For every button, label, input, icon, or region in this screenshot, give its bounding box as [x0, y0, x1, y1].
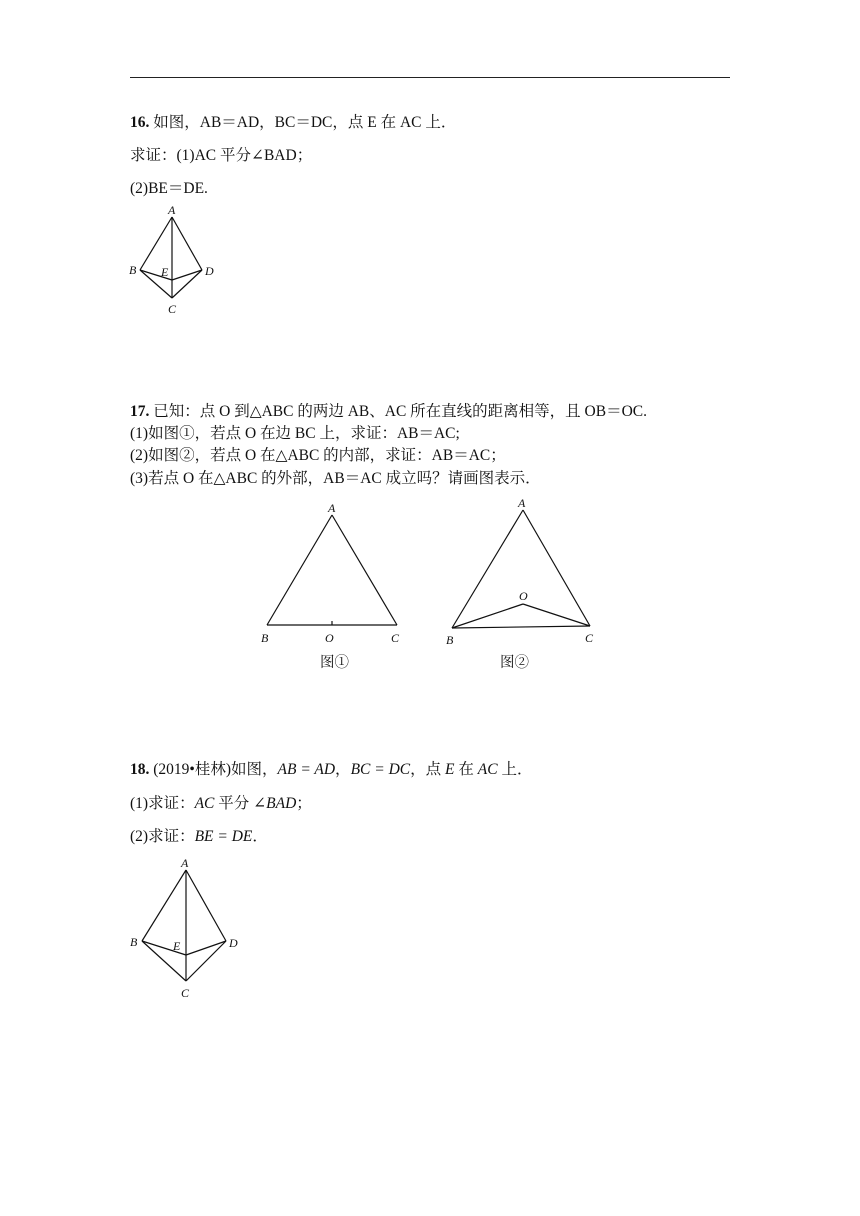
figure-2-caption: 图② — [500, 655, 529, 671]
math-angle-bad: ∠BAD — [253, 795, 297, 812]
math-ac: AC — [477, 761, 498, 778]
seg-AC — [332, 515, 397, 625]
separator: ，点 — [410, 761, 446, 778]
text-in: 在 — [454, 761, 478, 778]
problem-17-line-1 — [130, 402, 647, 422]
seg-AD — [172, 217, 202, 270]
label-D: D — [229, 936, 238, 950]
seg-DE — [186, 941, 226, 955]
label-C: C — [181, 986, 190, 1000]
seg-AB — [452, 510, 523, 628]
problem-16-line-2: 求证：(1)AC 平分∠BAD； — [130, 147, 313, 164]
math-be-de: BE = DE — [194, 828, 253, 845]
prove-label: (1)求证： — [130, 795, 195, 812]
problem-18-line-2 — [130, 794, 312, 814]
seg-AC — [523, 510, 590, 626]
seg-DC — [186, 941, 226, 981]
text-bisects: 平分 — [214, 795, 254, 812]
punctuation: ； — [296, 795, 312, 812]
problem-18-line-1 — [130, 760, 532, 780]
seg-AB — [142, 870, 186, 941]
math-ac: AC — [194, 795, 215, 812]
problem-16-line-3: (2)BE＝DE. — [130, 180, 208, 197]
problem-17-line-3: (2)如图②，若点 O 在△ABC 的内部，求证：AB＝AC； — [130, 447, 506, 464]
problem-18-figure — [125, 852, 250, 1002]
separator: ， — [335, 761, 351, 778]
math-ab-ad: AB = AD — [277, 761, 336, 778]
problem-18-line-3 — [130, 827, 268, 847]
problem-16-figure — [125, 200, 225, 318]
label-A: A — [181, 856, 189, 870]
label-C: C — [391, 631, 400, 645]
seg-DC — [172, 270, 202, 298]
punctuation: ． — [252, 828, 268, 845]
label-A: A — [518, 496, 526, 510]
label-B: B — [129, 263, 137, 277]
text-on: 上． — [497, 761, 533, 778]
label-A: A — [168, 203, 176, 217]
seg-AB — [267, 515, 332, 625]
figure-1-caption: 图① — [320, 655, 349, 671]
label-C: C — [168, 302, 177, 316]
problem-17-statement: 已知：点 O 到△ABC 的两边 AB、AC 所在直线的距离相等，且 OB＝OC. — [153, 403, 647, 420]
seg-BC — [452, 626, 590, 628]
seg-AD — [186, 870, 226, 941]
problem-16-statement: 如图，AB＝AD，BC＝DC，点 E 在 AC 上． — [153, 114, 457, 131]
seg-AB — [140, 217, 172, 270]
problem-18-source: (2019•桂林)如图， — [153, 761, 278, 778]
seg-OC — [523, 604, 590, 626]
label-E: E — [161, 265, 169, 279]
prove-label: (2)求证： — [130, 828, 195, 845]
problem-16-number: 16. — [130, 114, 150, 131]
label-B: B — [130, 935, 138, 949]
problem-17-number: 17. — [130, 403, 150, 420]
label-E: E — [173, 939, 181, 953]
label-O: O — [519, 589, 528, 603]
label-B: B — [261, 631, 269, 645]
problem-16-line-1 — [130, 113, 456, 133]
label-B: B — [446, 633, 454, 647]
problem-17-figure-2 — [440, 490, 610, 650]
math-bc-dc: BC = DC — [350, 761, 411, 778]
label-A: A — [328, 501, 336, 515]
label-C: C — [585, 631, 594, 645]
label-D: D — [205, 264, 214, 278]
problem-18-number: 18. — [130, 761, 150, 778]
math-e: E — [445, 761, 455, 778]
header-rule — [130, 77, 730, 78]
problem-17-line-4: (3)若点 O 在△ABC 的外部，AB＝AC 成立吗？请画图表示． — [130, 470, 541, 487]
seg-OB — [452, 604, 523, 628]
problem-17-figure-1 — [255, 495, 415, 650]
label-O: O — [325, 631, 334, 645]
problem-17-line-2: (1)如图①，若点 O 在边 BC 上，求证：AB＝AC; — [130, 425, 460, 442]
